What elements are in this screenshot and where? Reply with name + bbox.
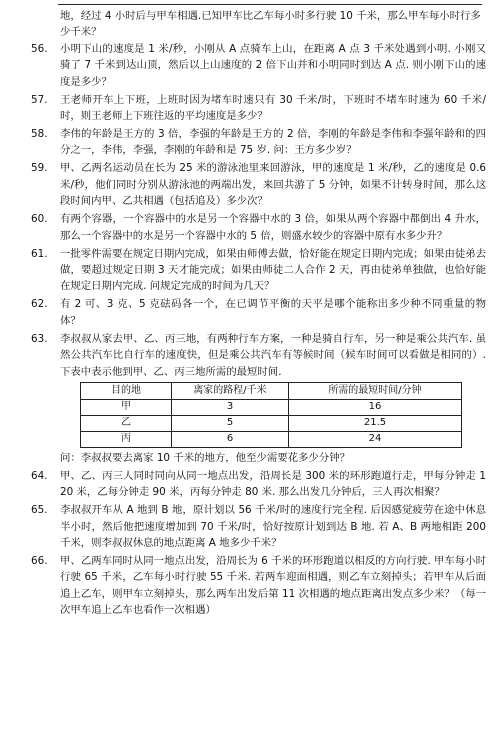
table-cell: 甲 bbox=[81, 399, 172, 415]
problem-number: 61. bbox=[31, 247, 48, 260]
table-row bbox=[81, 415, 462, 431]
table-header-cell: 离家的路程/千米 bbox=[172, 382, 289, 399]
problem-66 bbox=[0, 553, 500, 619]
table-cell: 24 bbox=[289, 431, 462, 447]
table-cell: 5 bbox=[172, 415, 289, 431]
problem-56 bbox=[0, 41, 500, 90]
problem-list bbox=[0, 8, 500, 620]
table-cell: 乙 bbox=[81, 415, 172, 431]
table-cell: 6 bbox=[172, 431, 289, 447]
problem-text: 李伟的年龄是王方的 3 倍，李强的年龄是王方的 2 倍，李刚的年龄是李伟和李强年龄和的四分之一，李伟，李强，李刚的年龄和是 75 岁. 问：王方多少岁？ bbox=[60, 128, 486, 157]
table-header-row bbox=[81, 382, 462, 399]
problem-63-question: 问：李叔叔要去离家 10 千米的地方，他至少需要花多少分钟？ bbox=[60, 451, 350, 464]
table-row bbox=[81, 431, 462, 447]
table-header-cell: 目的地 bbox=[81, 382, 172, 399]
problem-number: 60. bbox=[31, 213, 48, 226]
table-cell: 丙 bbox=[81, 431, 172, 447]
problem-60 bbox=[0, 211, 500, 244]
problem-text: 甲、乙、丙三人同时同向从同一地点出发，沿周长是 300 米的环形跑道行走，甲每分钟走 120 米，乙每分钟走 90 米，丙每分钟走 80 米. 那么出发几分钟后，三人再次相聚？ bbox=[60, 469, 486, 499]
table-cell: 21.5 bbox=[289, 415, 462, 431]
problem-number: 63. bbox=[31, 332, 48, 345]
problem-text: 李叔叔开车从 A 地到 B 地，原计划以 56 千米/时的速度行完全程. 后因感觉疲劳在途中休息半小时，然后他把速度增加到 70 千米/时，恰好按原计划到达 B 地. 若 A、B 两地相距 200 千米，则李叔叔休息的地点距离 A 地多少千米？ bbox=[60, 504, 486, 549]
top-rule bbox=[58, 4, 482, 5]
problem-text: 甲、乙两车同时从同一地点出发，沿周长为 6 千米的环形跑道以相反的方向行驶. 甲车每小时行驶 65 千米，乙车每小时行驶 55 千米. 若两车迎面相遇，则乙车立刻掉头；若甲车从后面追上乙车，则甲车立刻掉头，那么两车出发后第 11 次相遇的地点距离出发点多少米？（每一次甲车追上乙车也看作一次相遇） bbox=[60, 554, 486, 617]
problem-64 bbox=[0, 468, 500, 501]
table-header-cell: 所需的最短时间/分钟 bbox=[289, 382, 462, 399]
problem-65 bbox=[0, 502, 500, 551]
problem-continuation: 地，经过 4 小时后与甲车相遇.已知甲车比乙车每小时多行驶 10 千米，那么甲车每小时行多少千米？ bbox=[60, 10, 481, 39]
distance-table bbox=[80, 382, 462, 448]
problem-text: 有 2 可、3 克、5 克砝码各一个，在已调节平衡的天平是哪个能称出多少种不同重量的物体？ bbox=[60, 298, 486, 327]
problem-text: 王老师开车上下班，上班时因为堵车时速只有 30 千米/时，下班时不堵车时速为 60 千米/时，则王老师上下班往返的平均速度是多少？ bbox=[60, 93, 486, 123]
problem-number: 57. bbox=[31, 93, 48, 106]
problem-57 bbox=[0, 92, 500, 125]
problem-63 bbox=[0, 331, 500, 380]
problem-62 bbox=[0, 296, 500, 329]
problem-59 bbox=[0, 160, 500, 209]
problem-number: 64. bbox=[31, 469, 48, 482]
problem-number: 66. bbox=[31, 554, 48, 567]
problem-text: 一批零件需要在规定日期内完成，如果由师傅去做，恰好能在规定日期内完成；如果由徒弟去做，要超过规定日期 3 天才能完成；如果由师徒二人合作 2 天，再由徒弟单独做，也恰好能在规定日期内完成. 问规定完成的时间为几天？ bbox=[60, 247, 487, 293]
table-cell: 16 bbox=[289, 399, 462, 415]
problem-text: 小明下山的速度是 1 米/秒，小刚从 A 点骑车上山，在距离 A 点 3 千米处遇到小明. 小刚又骑了 7 千米到达山顶，然后以上山速度的 2 倍下山并和小明同时到达 A 点. 则小刚下山的速度是多少？ bbox=[60, 42, 486, 88]
problem-number: 59. bbox=[31, 162, 48, 175]
problem-text: 甲、乙两名运动员在长为 25 米的游泳池里来回游泳，甲的速度是 1 米/秒，乙的速度是 0.6 米/秒，他们同时分别从游泳池的两端出发，来回共游了 5 分钟，如果不计转身时间，那么这段时间内甲、乙共相遇（包括追及）多少次？ bbox=[60, 162, 486, 208]
problem-text: 李叔叔从家去甲、乙、丙三地，有两种行车方案，一种是骑自行车，另一种是乘公共汽车. 虽然公共汽车比自行车的速度快，但是乘公共汽车有等候时间（候车时间可以看做是相同的）. 下表中表示他到甲、乙、丙三地所需的最短时间. bbox=[60, 332, 486, 378]
problem-number: 56. bbox=[31, 42, 48, 55]
table-row bbox=[81, 399, 462, 415]
problem-text: 有两个容器，一个容器中的水是另一个容器中水的 3 倍，如果从两个容器中都倒出 4 升水，那么一个容器中的水是另一个容器中水的 5 倍，则盛水较少的容器中原有水多少升？ bbox=[60, 213, 486, 242]
table-cell: 3 bbox=[172, 399, 289, 415]
problem-number: 65. bbox=[31, 504, 48, 517]
problem-number: 62. bbox=[31, 298, 48, 311]
problem-number: 58. bbox=[31, 128, 48, 141]
problem-61 bbox=[0, 246, 500, 295]
problem-58 bbox=[0, 126, 500, 159]
